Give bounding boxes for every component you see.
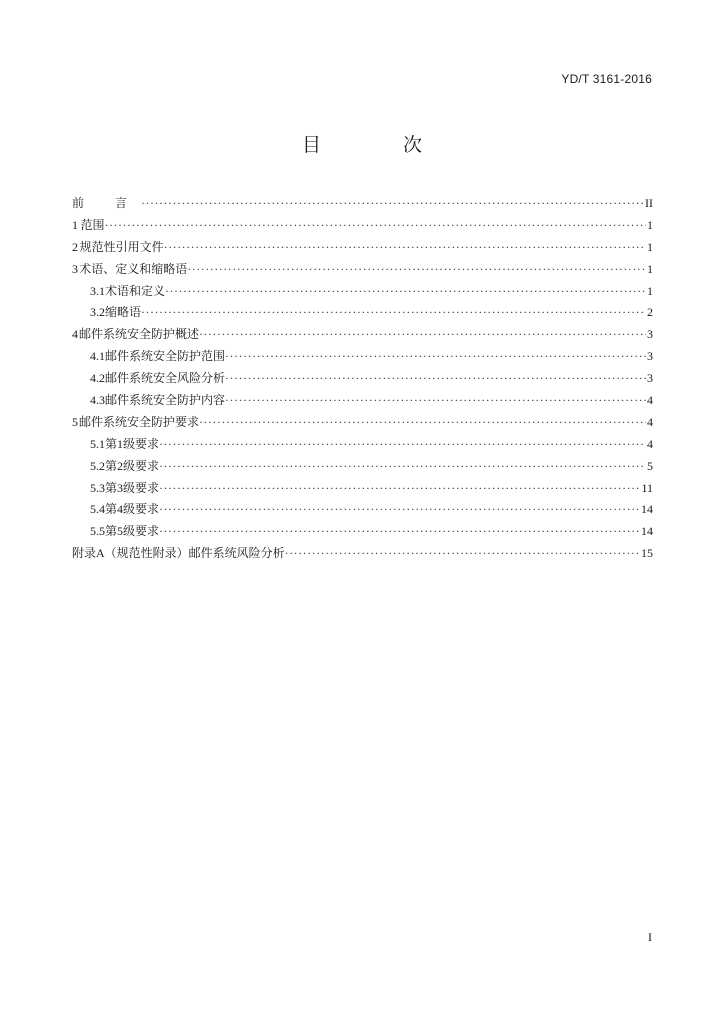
toc-entry-label: 前 言: [72, 196, 142, 210]
toc-entry-page: 4: [647, 436, 653, 451]
toc-entry-number: 3.1: [90, 283, 105, 298]
toc-entry-page: 1: [647, 217, 653, 232]
toc-entry-appendix-a[interactable]: [72, 543, 653, 565]
toc-entry-label: 邮件系统安全风险分析: [105, 371, 226, 386]
dot-leader: [165, 281, 646, 303]
toc-entry-page: 1: [647, 283, 653, 298]
toc-entry-number: 5.2: [90, 458, 105, 473]
toc-entry-page: 3: [647, 327, 653, 342]
toc-entry-4-3[interactable]: [72, 390, 653, 412]
toc-entry-label: 附录A（规范性附录）邮件系统风险分析: [72, 546, 285, 561]
dot-leader: [199, 324, 646, 346]
toc-entry-number: 5.5: [90, 524, 105, 539]
toc-entry-label: 术语和定义: [105, 283, 166, 298]
dot-leader: [159, 478, 640, 500]
toc-entry-5-5[interactable]: [72, 521, 653, 543]
toc-entry-page: 3: [647, 349, 653, 364]
toc-entry-label: 邮件系统安全防护内容: [105, 393, 226, 408]
toc-entry-5[interactable]: [72, 412, 653, 434]
toc-entry-number: 5: [72, 414, 78, 429]
toc-entry-number: 5.4: [90, 502, 105, 517]
toc-entry-number: 5.1: [90, 436, 105, 451]
toc-entry-5-2[interactable]: [72, 456, 653, 478]
toc-entry-label: 邮件系统安全防护范围: [105, 349, 226, 364]
toc-entry-number: 4.1: [90, 349, 105, 364]
toc-entry-4-1[interactable]: [72, 346, 653, 368]
toc-entry-page: 4: [647, 414, 653, 429]
dot-leader: [225, 390, 646, 412]
dot-leader: [225, 368, 646, 390]
toc-entry-label: 第5级要求: [105, 524, 160, 539]
toc-entry-label: 第1级要求: [105, 436, 160, 451]
toc-entry-3-2[interactable]: [72, 302, 653, 324]
toc-entry-3[interactable]: [72, 259, 653, 281]
toc-entry-page: 2: [647, 305, 653, 320]
toc-entry-number: 2: [72, 239, 78, 254]
toc-entry-3-1[interactable]: [72, 281, 653, 303]
toc-entry-page: 3: [647, 371, 653, 386]
dot-leader: [159, 434, 646, 456]
toc-entry-page: 14: [641, 502, 653, 517]
toc-entry-number: 5.3: [90, 480, 105, 495]
toc-entry-1[interactable]: [72, 215, 653, 237]
dot-leader: [159, 521, 640, 543]
toc-entry-number: 3.2: [90, 305, 105, 320]
toc-entry-label: 第2级要求: [105, 458, 160, 473]
toc-entry-page: 4: [647, 393, 653, 408]
toc-entry-number: 4: [72, 327, 78, 342]
dot-leader: [164, 237, 646, 259]
toc-entry-page: 14: [641, 524, 653, 539]
toc-entry-label: 范围: [80, 217, 105, 232]
toc-entry-label: 规范性引用文件: [79, 239, 164, 254]
toc-entry-label: 邮件系统安全防护概述: [79, 327, 200, 342]
toc-entry-5-1[interactable]: [72, 434, 653, 456]
toc-entry-5-3[interactable]: [72, 478, 653, 500]
toc-entry-number: 3: [72, 261, 78, 276]
toc-entry-page: 1: [647, 261, 653, 276]
dot-leader: [159, 456, 646, 478]
dot-leader: [199, 412, 646, 434]
toc-entry-number: 1: [72, 217, 78, 232]
toc-entry-number: 4.2: [90, 371, 105, 386]
toc-entry-page: 1: [647, 239, 653, 254]
dot-leader: [187, 259, 646, 281]
toc-entry-2[interactable]: [72, 237, 653, 259]
dot-leader: [141, 302, 646, 324]
toc-entry-page: 5: [647, 458, 653, 473]
toc-entry-label: 邮件系统安全防护要求: [79, 414, 200, 429]
toc-entry-page: 11: [641, 480, 653, 495]
toc-entry-page: II: [645, 196, 653, 210]
table-of-contents: [72, 193, 653, 565]
toc-entry-page: 15: [641, 546, 653, 561]
dot-leader: [105, 215, 646, 237]
toc-entry-label: 缩略语: [105, 305, 142, 320]
toc-entry-number: 4.3: [90, 393, 105, 408]
toc-entry-preface[interactable]: [72, 193, 653, 215]
dot-leader: [159, 499, 640, 521]
toc-entry-4[interactable]: [72, 324, 653, 346]
document-code: YD/T 3161-2016: [561, 72, 652, 86]
toc-entry-label: 第4级要求: [105, 502, 160, 517]
toc-entry-label: 术语、定义和缩略语: [79, 261, 188, 276]
dot-leader: [225, 346, 646, 368]
toc-entry-5-4[interactable]: [72, 499, 653, 521]
toc-title: 目 次: [301, 134, 461, 156]
page-number: I: [648, 930, 652, 944]
toc-entry-4-2[interactable]: [72, 368, 653, 390]
dot-leader: [141, 193, 644, 215]
toc-entry-label: 第3级要求: [105, 480, 160, 495]
dot-leader: [285, 543, 640, 565]
